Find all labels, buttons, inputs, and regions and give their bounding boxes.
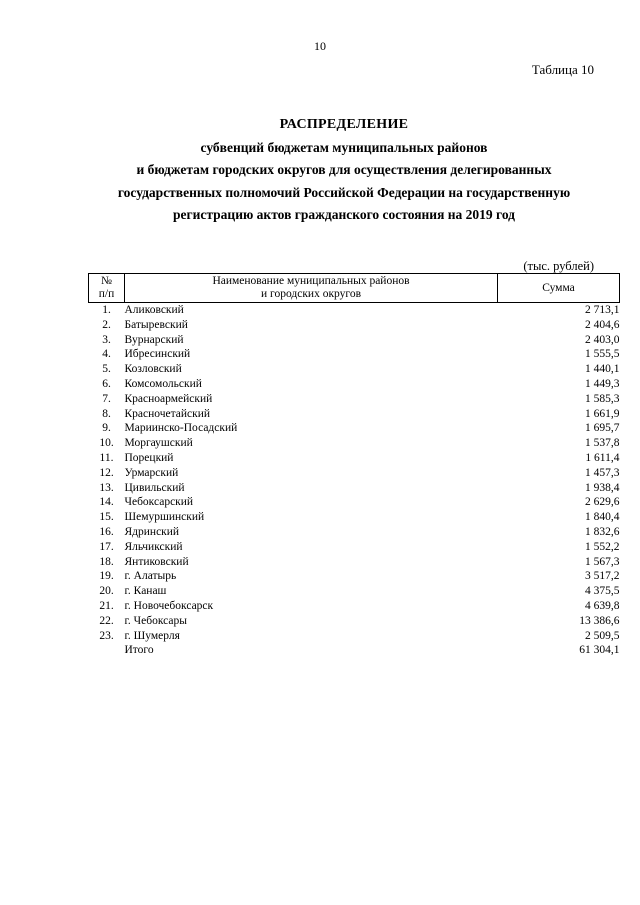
table-row [89,569,620,584]
row-number: 3. [102,333,111,346]
total-row [89,643,620,658]
table-row [89,614,620,629]
table-row [89,584,620,599]
table-row [89,495,620,510]
table-row [89,525,620,540]
row-sum: 1 537,8 [585,437,620,450]
row-number: 10. [99,437,114,450]
row-number: 7. [102,392,111,405]
header-sum: Сумма [498,274,620,303]
page-number: 10 [314,39,326,53]
table-row [89,407,620,422]
title-line: и бюджетам городских округов для осуществления делегированных [136,162,552,177]
row-number: 14. [99,496,114,509]
row-sum: 1 832,6 [585,525,620,538]
row-name: г. Шумерля [124,629,180,642]
row-sum: 2 629,6 [585,496,620,509]
table-row [89,555,620,570]
table-label: Таблица 10 [531,62,594,77]
row-name: Порецкий [124,451,174,464]
row-number: 18. [99,555,114,568]
table-row [89,377,620,392]
header-number-line2: п/п [98,288,115,300]
row-sum: 1 457,3 [585,466,620,479]
table-row [89,318,620,333]
row-sum: 1 567,3 [585,555,620,568]
table-row [89,451,620,466]
row-name: Яльчикский [124,540,183,553]
table-row [89,303,620,318]
row-name: Моргаушский [124,437,193,450]
row-name: Чебоксарский [124,496,194,509]
row-number: 2. [102,318,111,331]
row-name: Ибресинский [124,348,191,361]
row-sum: 4 639,8 [585,599,620,612]
row-name: Урмарский [124,466,179,479]
row-sum: 1 938,4 [585,481,620,494]
title-line: государственных полномочий Российской Федерации на государственную [117,184,571,200]
table-row [89,466,620,481]
row-name: Янтиковский [124,555,189,568]
row-sum: 2 509,5 [585,629,620,642]
row-sum: 2 713,1 [585,304,620,316]
row-number: 13. [99,481,114,494]
row-sum: 1 440,1 [585,363,620,376]
title-main: РАСПРЕДЕЛЕНИЕ [279,117,409,132]
header-name-line2: и городских округов [261,288,361,300]
header-name [125,274,498,303]
header-name-line1: Наименование муниципальных районов [212,275,410,287]
row-number: 16. [99,525,114,538]
header-number-line1: № [101,275,112,287]
row-name: Ядринский [124,525,180,538]
row-sum: 4 375,5 [585,585,620,598]
row-number: 1. [102,304,111,316]
row-sum: 1 661,9 [585,407,620,420]
row-name: г. Чебоксары [124,614,187,627]
row-number: 6. [102,377,111,390]
row-name: Козловский [124,363,182,376]
document-title [60,114,628,227]
table-row [89,436,620,451]
row-name: Цивильский [124,481,185,494]
row-name: Мариинско-Посадский [124,422,238,435]
table-row [89,392,620,407]
title-line: субвенций бюджетам муниципальных районов [200,139,488,155]
distribution-table [88,273,620,658]
table-row [89,481,620,496]
row-number: 19. [99,570,114,583]
title-line: регистрацию актов гражданского состояния на 2019 год [172,207,516,222]
row-sum: 1 552,2 [585,540,620,553]
row-name: Шемуршинский [124,511,205,524]
row-name: г. Новочебоксарск [124,599,214,612]
row-number: 12. [99,466,114,479]
row-number: 15. [99,511,114,524]
row-sum: 1 840,4 [585,511,620,524]
row-sum: 1 449,3 [585,377,620,390]
row-sum: 3 517,2 [585,570,620,583]
row-number: 11. [99,451,114,464]
total-number-cell [89,643,125,658]
row-sum: 1 585,3 [585,392,620,405]
row-number: 22. [99,614,114,627]
table-row [89,347,620,362]
table-row [89,421,620,436]
total-sum: 61 304,1 [579,644,620,657]
row-number: 21. [99,599,114,612]
units-label: (тыс. рублей) [523,259,594,273]
table-header-row [89,274,620,303]
row-sum: 1 695,7 [585,422,620,435]
table-row [89,333,620,348]
header-number [89,274,125,303]
row-number: 20. [99,585,114,598]
row-sum: 13 386,6 [579,614,620,627]
row-sum: 2 404,6 [585,318,620,331]
row-name: Красночетайский [124,407,211,420]
row-number: 5. [102,363,111,376]
row-name: Аликовский [124,304,184,316]
row-name: г. Алатырь [124,570,177,583]
total-label: Итого [124,644,154,657]
row-sum: 1 611,4 [585,451,620,464]
row-sum: 1 555,5 [585,348,620,361]
table-row [89,599,620,614]
row-number: 17. [99,540,114,553]
row-name: Красноармейский [124,392,213,405]
row-number: 8. [102,407,111,420]
row-name: г. Канаш [124,585,167,598]
row-name: Батыревский [124,318,188,331]
table-row [89,629,620,644]
row-number: 4. [102,348,111,361]
row-number: 23. [99,629,114,642]
row-sum: 2 403,0 [585,333,620,346]
row-name: Вурнарский [124,333,184,346]
row-number: 9. [102,422,111,435]
table-row [89,540,620,555]
table-row [89,362,620,377]
table-row [89,510,620,525]
row-name: Комсомольский [124,377,202,390]
